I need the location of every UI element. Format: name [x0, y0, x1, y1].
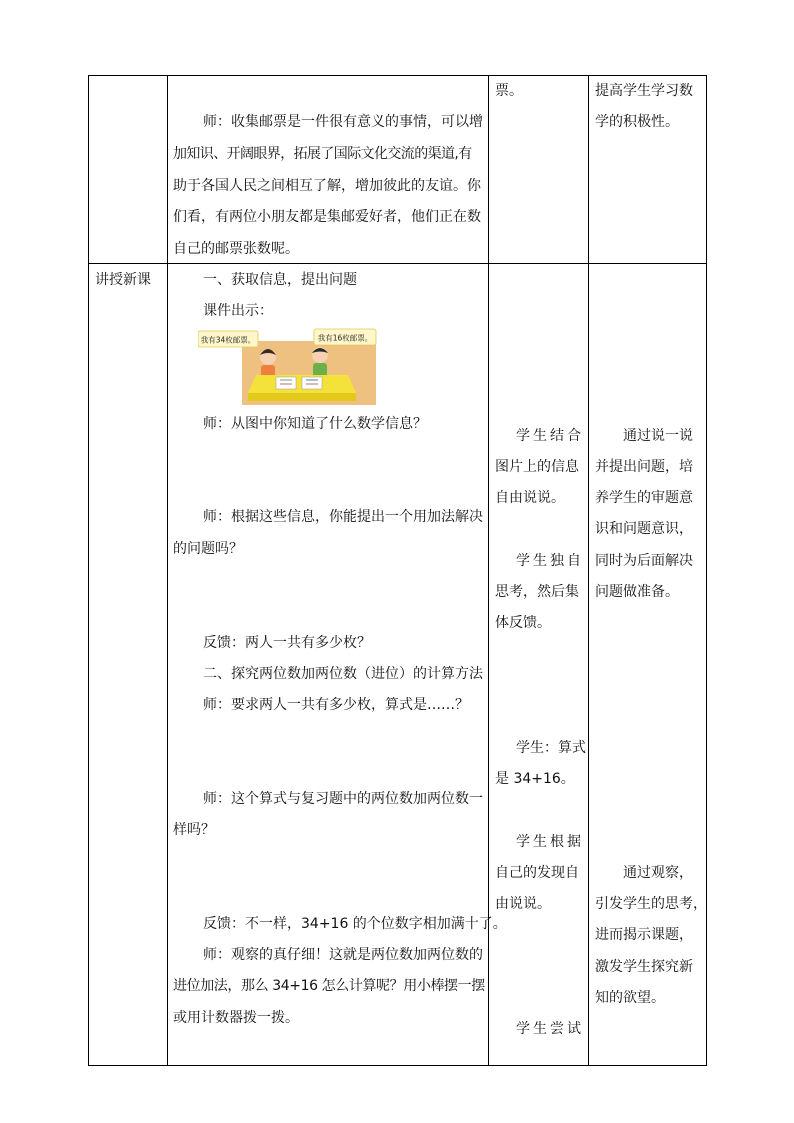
student-activity-1-line-2: 图片上的信息 [495, 459, 579, 475]
student-activity-2-line-1: 学生独自 [516, 553, 584, 569]
table-bottom-border [88, 1065, 706, 1066]
row1-purpose-line-1: 提高学生学习数 [595, 83, 693, 99]
row1-student-text: 票。 [495, 83, 523, 99]
teacher-question-compare-2: 样吗？ [173, 822, 215, 838]
purpose-2-line-1: 通过观察， [623, 865, 693, 881]
row1-purpose-line-2: 学的积极性。 [595, 114, 679, 130]
heading-explore-method: 二、探究两位数加两位数（进位）的计算方法 [203, 666, 483, 682]
teacher-question-compare-1: 师：这个算式与复习题中的两位数加两位数一 [203, 791, 483, 807]
teacher-instruction-1: 师：观察的真仔细！这就是两位数加两位数的 [203, 947, 483, 963]
student-activity-4-line-1: 学生根据 [516, 834, 584, 850]
student-activity-1-line-1: 学生结合 [516, 428, 584, 444]
feedback-carry: 反馈：不一样，34+16 的个位数字相加满十了。 [203, 916, 507, 932]
student-activity-2-line-2: 思考，然后集 [495, 584, 579, 600]
teacher-instruction-3: 或用计数器拨一拨。 [173, 1010, 299, 1026]
student-activity-5-line-1: 学生尝试 [516, 1021, 584, 1037]
heading-get-info: 一、获取信息，提出问题 [203, 272, 357, 288]
row1-teacher-line-2: 加知识、开阔眼界，拓展了国际文化交流的渠道,有 [173, 146, 472, 162]
purpose-2-line-3: 进而揭示课题， [595, 927, 693, 943]
purpose-2-line-5: 知的欲望。 [595, 990, 665, 1006]
teacher-instruction-2: 进位加法，那么 34+16 怎么计算呢？用小棒摆一摆 [173, 978, 485, 994]
purpose-1-line-5: 同时为后面解决 [595, 553, 693, 569]
purpose-1-line-3: 养学生的审题意 [595, 490, 693, 506]
courseware-label: 课件出示： [203, 303, 273, 319]
stamp-counting-illustration [198, 327, 384, 407]
purpose-2-line-2: 引发学生的思考， [595, 896, 707, 912]
purpose-1-line-4: 识和问题意识， [595, 521, 693, 537]
purpose-1-line-1: 通过说一说 [623, 428, 693, 444]
teacher-question-addition-1: 师：根据这些信息，你能提出一个用加法解决 [203, 509, 483, 525]
student-activity-4-line-3: 由说说。 [495, 896, 551, 912]
student-activity-3-line-2: 是 34+16。 [495, 771, 575, 787]
section-label: 讲授新课 [95, 272, 151, 288]
col-border-1 [167, 75, 168, 1066]
col-border-left [88, 75, 89, 1066]
row1-teacher-line-4: 们看，有两位小朋友都是集邮爱好者，他们正在数 [173, 209, 481, 225]
teacher-question-info: 师：从图中你知道了什么数学信息？ [203, 416, 427, 432]
purpose-1-line-2: 并提出问题，培 [595, 459, 693, 475]
bubble-left-text: 我有34枚邮票。 [200, 335, 256, 345]
teacher-question-formula: 师：要求两人一共有多少枚，算式是……？ [203, 697, 469, 713]
purpose-2-line-4: 激发学生探究新 [595, 959, 693, 975]
bubble-right-text: 我有16枚邮票。 [317, 333, 373, 343]
row1-teacher-line-3: 助于各国人民之间相互了解，增加彼此的友谊。你 [173, 178, 481, 194]
student-activity-2-line-3: 体反馈。 [495, 615, 551, 631]
student-activity-4-line-2: 自己的发现自 [495, 865, 579, 881]
teacher-question-addition-2: 的问题吗？ [173, 541, 243, 557]
row1-teacher-line-1: 师：收集邮票是一件很有意义的事情，可以增 [203, 114, 483, 130]
student-activity-1-line-3: 自由说说。 [495, 490, 565, 506]
row1-teacher-line-5: 自己的邮票张数呢。 [173, 241, 299, 257]
student-activity-3-line-1: 学生：算式 [516, 740, 586, 756]
purpose-1-line-6: 问题做准备。 [595, 584, 679, 600]
feedback-total: 反馈：两人一共有多少枚？ [203, 635, 371, 651]
col-border-3 [588, 75, 589, 1066]
